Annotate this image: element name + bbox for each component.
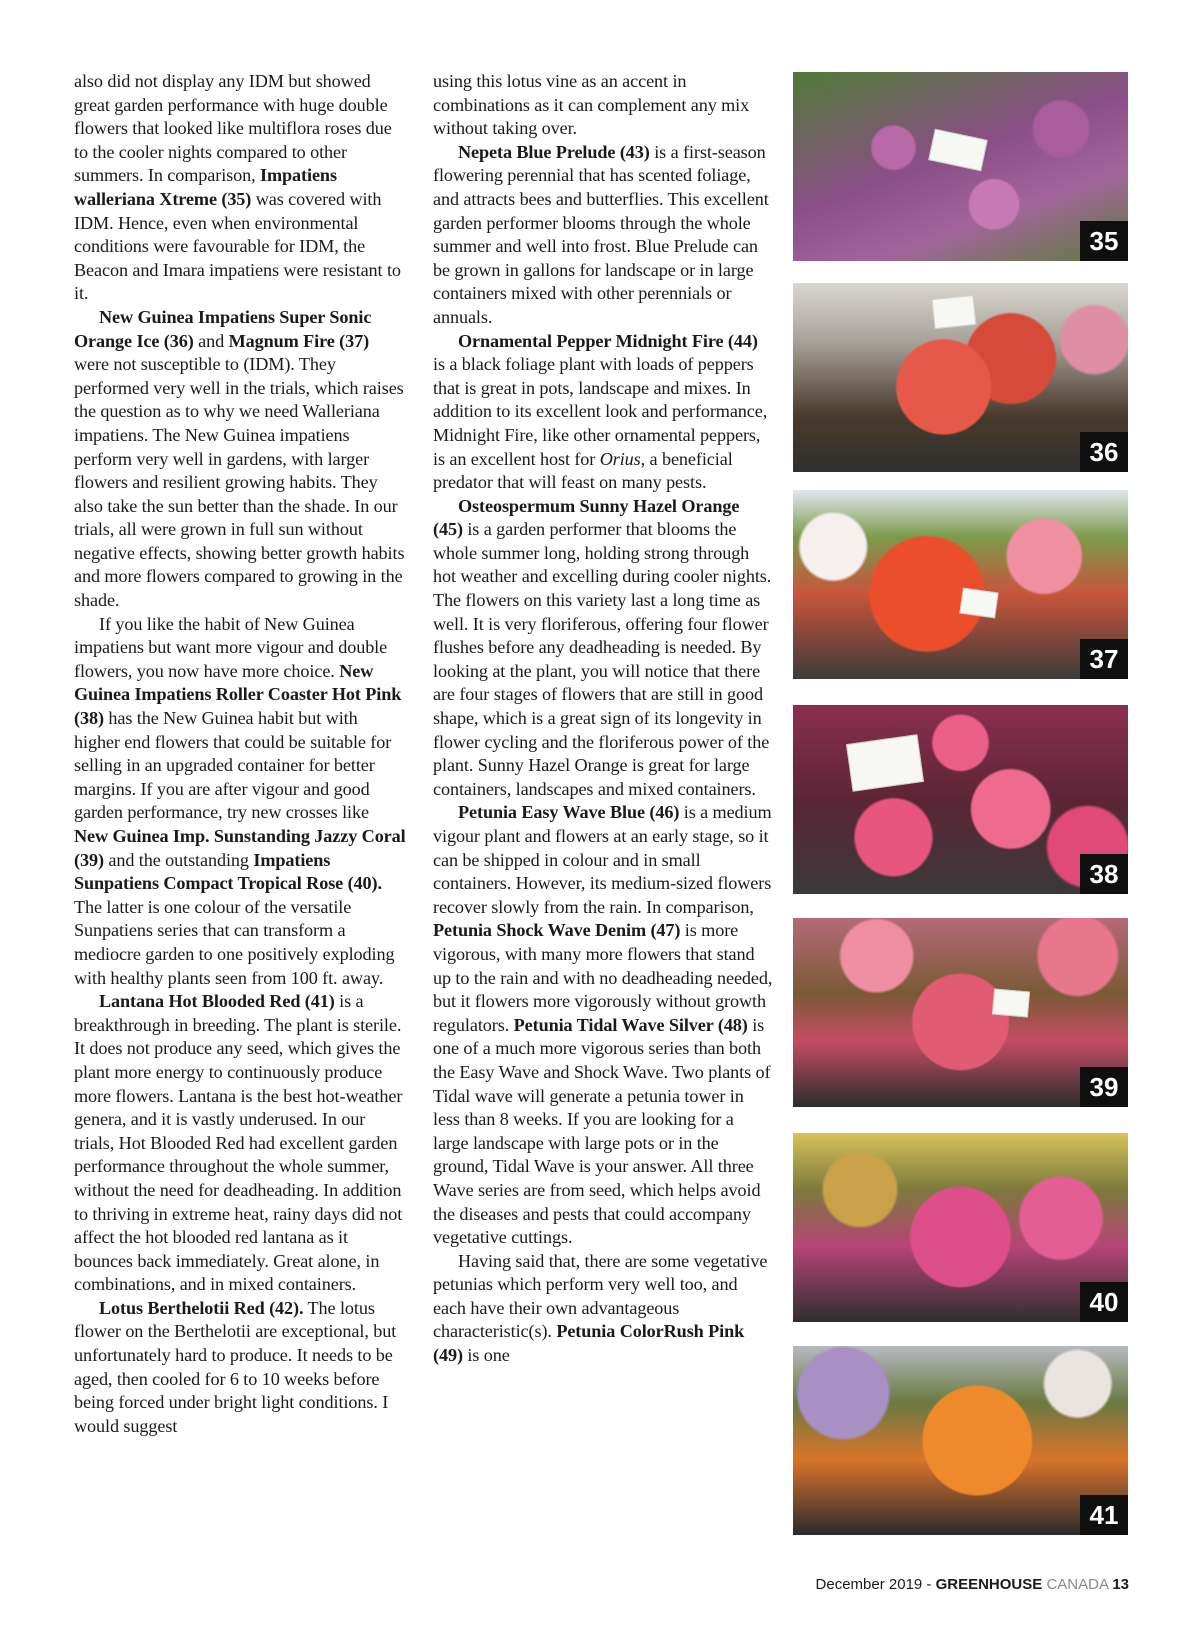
plant-photo xyxy=(793,705,1128,894)
issue-date: December 2019 - xyxy=(815,1576,936,1593)
plant-tag xyxy=(928,129,987,172)
paragraph: Having said that, there are some vegetative petunias which perform very well too, and each have their own advantageous characteristic(s). Petunia ColorRush Pink (49) is one xyxy=(433,1250,768,1366)
plant-photo xyxy=(793,918,1128,1107)
photo-number: 40 xyxy=(1080,1282,1128,1322)
magazine-name: GREENHOUSE xyxy=(935,1576,1043,1593)
plant-name: Ornamental Pepper Midnight Fire (44) xyxy=(458,330,758,351)
paragraph: Ornamental Pepper Midnight Fire (44) is a black foliage plant with loads of peppers that is great in pots, landscape and mixes. In addition to its excellent look and performance, Midnight Fire, like other ornamental peppers, is an excellent host for Orius, a beneficial predator that will feast on many pests. xyxy=(433,330,768,493)
paragraph: Osteospermum Sunny Hazel Orange (45) is a garden performer that blooms the whole summer long, holding strong through hot weather and excelling during cooler nights. The flowers on this variety last a long time as well. It is very floriferous, offering four flower flushes before any deadheading is needed. By looking at the plant, you will notice that there are four stages of flowers that are still in good shape, which is a great sign of its longevity in flower cycling and the floriferous power of the plant. Sunny Hazel Orange is great for large containers, landscapes and mixed containers. xyxy=(433,495,772,799)
photo-number: 41 xyxy=(1080,1495,1128,1535)
plant-name: New Guinea Impatiens Super Sonic Orange Ice (36) xyxy=(74,306,372,351)
plant-tag xyxy=(959,588,998,619)
plant-tag xyxy=(932,295,977,329)
magazine-name-suffix: CANADA xyxy=(1042,1576,1113,1593)
plant-name: New Guinea Impatiens Roller Coaster Hot Pink (38) xyxy=(74,660,402,729)
plant-name: Magnum Fire (37) xyxy=(228,330,370,351)
plant-name: Lantana Hot Blooded Red (41) xyxy=(99,991,335,1012)
photo-number: 37 xyxy=(1080,639,1128,679)
plant-name: New Guinea Imp. Sunstanding Jazzy Coral (39) xyxy=(74,826,406,870)
plant-photo xyxy=(793,1133,1128,1322)
paragraph: Lotus Berthelotii Red (42). The lotus flower on the Berthelotii are exceptional, but unfortunately hard to produce. It needs to be aged, then cooled for 6 to 10 weeks before being forced under bright light conditions. I would suggest xyxy=(74,1297,397,1436)
plant-name: Osteospermum Sunny Hazel Orange (45) xyxy=(433,495,740,540)
paragraph: using this lotus vine as an accent in combinations as it can complement any mix without taking over. xyxy=(433,71,750,139)
photo-number: 35 xyxy=(1080,221,1128,261)
plant-name: Impatiens walleriana Xtreme (35) xyxy=(74,165,337,209)
plant-name: Petunia ColorRush Pink (49) xyxy=(433,1321,745,1366)
plant-name: Petunia Shock Wave Denim (47) xyxy=(433,920,681,941)
plant-photo xyxy=(793,1346,1128,1535)
paragraph: Nepeta Blue Prelude (43) is a first-season flowering perennial that has scented foliage, and attracts bees and butterflies. This excellent garden performer blooms through the whole summer and well into frost. Blue Prelude can be grown in gallons for landscape or in large containers mixed with other perennials or annuals. xyxy=(433,141,769,327)
plant-name: Petunia Easy Wave Blue (46) xyxy=(458,802,680,823)
article-column-middle xyxy=(433,70,773,1368)
paragraph: also did not display any IDM but showed great garden performance with huge double flowers that looked like multiflora roses due to the cooler nights compared to other summers. In comparison, Impatiens walleriana Xtreme (35) was covered with IDM. Hence, even when environmental conditions were favourable for IDM, the Beacon and Imara impatiens were resistant to it. xyxy=(74,71,401,304)
page-number: 13 xyxy=(1112,1576,1129,1593)
paragraph: If you like the habit of New Guinea impatiens but want more vigour and double flowers, you now have more choice. New Guinea Impatiens Roller Coaster Hot Pink (38) has the New Guinea habit but with higher end flowers that could be suitable for selling in an upgraded container for better margins. If you are after vigour and good garden performance, try new crosses like New Guinea Imp. Sunstanding Jazzy Coral (39) and the outstanding Impatiens Sunpatiens Compact Tropical Rose (40). The latter is one colour of the versatile Sunpatiens series that can transform a mediocre garden to one positively exploding with healthy plants seen from 100 ft. away. xyxy=(74,613,406,988)
paragraph: New Guinea Impatiens Super Sonic Orange Ice (36) and Magnum Fire (37) were not susceptible to (IDM). They performed very well in the trials, which raises the question as to why we need Walleriana impatiens. The New Guinea impatiens perform very well in gardens, with larger flowers and resilient growing habits. They also take the sun better than the shade. In our trials, all were grown in full sun without negative effects, showing better growth habits and more flowers compared to growing in the shade. xyxy=(74,306,405,611)
plant-tag xyxy=(992,988,1030,1017)
photo-number: 39 xyxy=(1080,1067,1128,1107)
plant-name: Nepeta Blue Prelude (43) xyxy=(458,141,650,162)
photo-number: 36 xyxy=(1080,432,1128,472)
photo-number: 38 xyxy=(1080,854,1128,894)
plant-photo xyxy=(793,490,1128,679)
paragraph: Lantana Hot Blooded Red (41) is a breakthrough in breeding. The plant is sterile. It does not produce any seed, which gives the plant more energy to continuously produce more flowers. Lantana is the best hot-weather genera, and it is vastly underused. In our trials, Hot Blooded Red had excellent garden performance throughout the whole summer, without the need for deadheading. In addition to thriving in extreme heat, rainy days did not affect the hot blooded red lantana as it bounces back immediately. Great alone, in combinations, and in mixed containers. xyxy=(74,991,403,1295)
article-column-left xyxy=(74,70,407,1438)
plant-name: Impatiens Sunpatiens Compact Tropical Rose (40). xyxy=(74,849,382,894)
plant-photo xyxy=(793,72,1128,261)
plant-photo xyxy=(793,283,1128,472)
plant-tag xyxy=(846,734,924,792)
plant-name: Lotus Berthelotii Red (42). xyxy=(99,1297,304,1318)
paragraph: Petunia Easy Wave Blue (46) is a medium vigour plant and flowers at an early stage, so it can be shipped in colour and in small containers. However, its medium-sized flowers recover slowly from the rain. In comparison, Petunia Shock Wave Denim (47) is more vigorous, with many more flowers that stand up to the rain and with no deadheading needed, but it flowers more vigorously without growth regulators. Petunia Tidal Wave Silver (48) is one of a much more vigorous series than both the Easy Wave and Shock Wave. Two plants of Tidal wave will generate a petunia tower in less than 8 weeks. If you are looking for a large landscape with large pots or in the ground, Tidal Wave is your answer. All three Wave series are from seed, which helps avoid the diseases and pests that could accompany vegetative cuttings. xyxy=(433,802,773,1248)
page-footer xyxy=(816,1576,1129,1593)
plant-name: Petunia Tidal Wave Silver (48) xyxy=(513,1014,748,1035)
